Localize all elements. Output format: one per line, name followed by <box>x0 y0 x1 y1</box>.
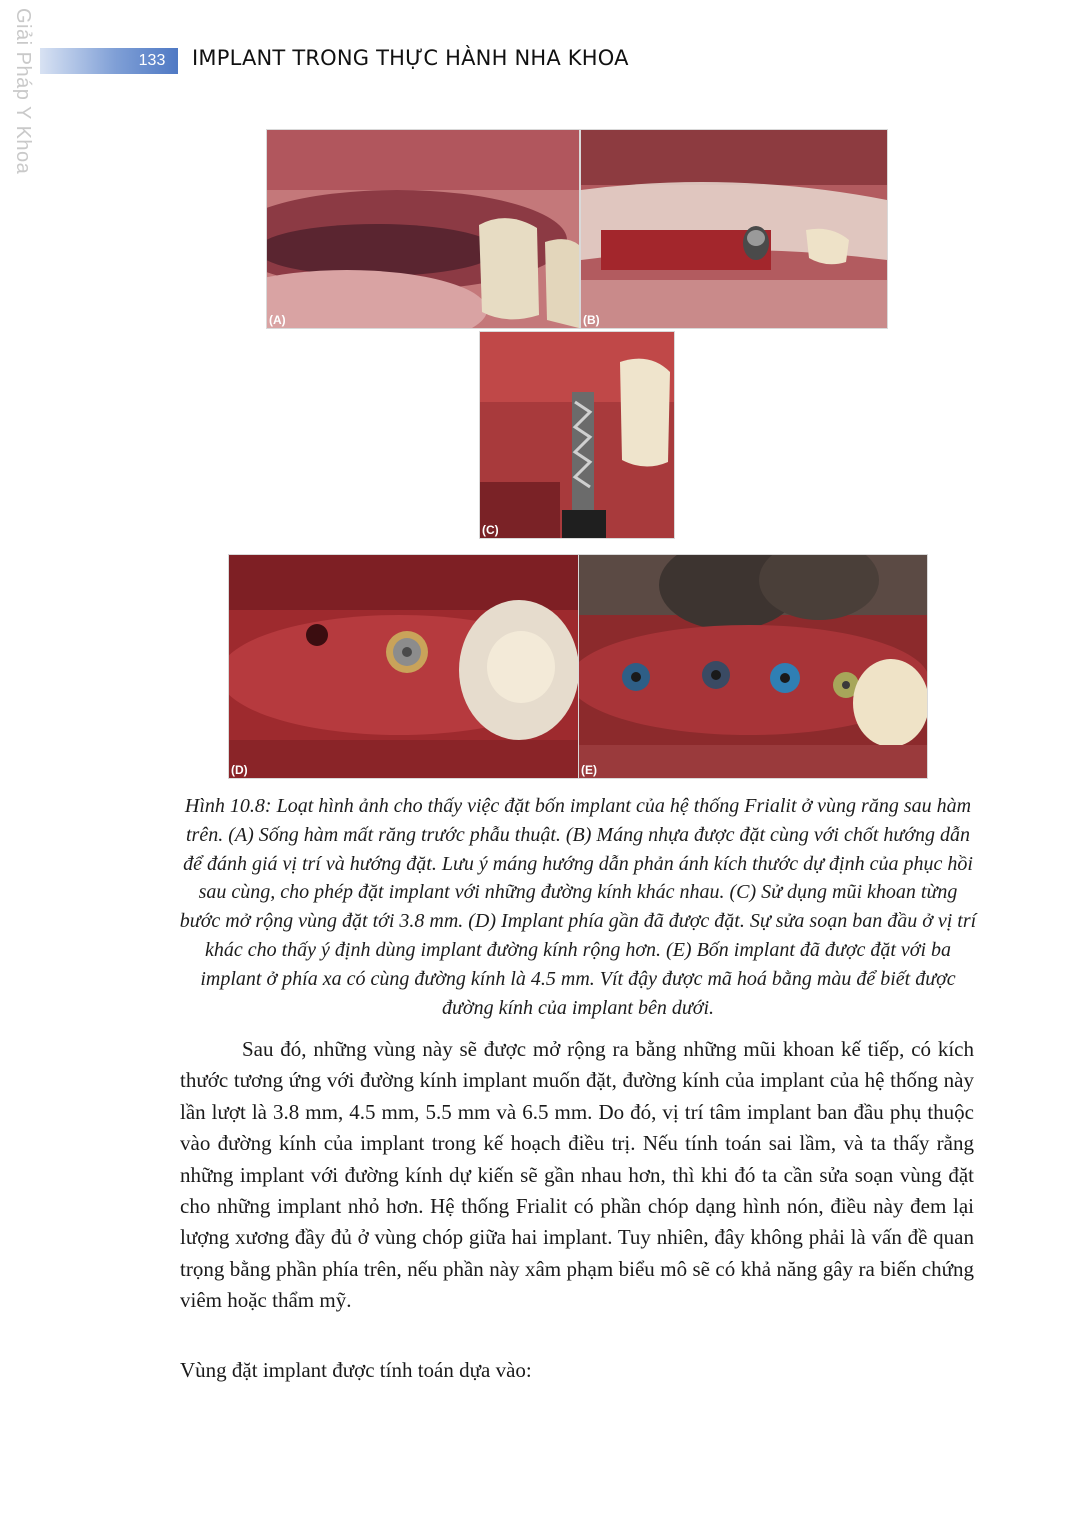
figure-panel-c-photo <box>479 331 675 539</box>
closing-line: Vùng đặt implant được tính toán dựa vào: <box>180 1358 532 1382</box>
panel-b-label: (B) <box>583 313 600 327</box>
panel-d-label: (D) <box>231 763 248 777</box>
figure-panel-e-photo <box>578 554 928 779</box>
panel-c-label: (C) <box>482 523 499 537</box>
panel-e-label: (E) <box>581 763 597 777</box>
side-watermark: Giải Pháp Y Khoa <box>12 8 34 175</box>
figure-panel-a-photo <box>266 129 580 329</box>
body-paragraph-container <box>180 1034 974 1317</box>
figure-caption: Hình 10.8: Loạt hình ảnh cho thấy việc đặt bốn implant của hệ thống Frialit ở vùng răng sau hàm trên. (A) Sống hàm mất răng trước phẫu thuật. (B) Máng nhựa được đặt cùng với chốt hướng dẫn để đánh giá vị trí và hướng đặt. Lưu ý máng hướng dẫn phản ánh kích thước dự định của phục hồi sau cùng, cho phép đặt implant với những đường kính khác nhau. (C) Sử dụng mũi khoan từng bước mở rộng vùng đặt tới 3.8 mm. (D) Implant phía gần đã được đặt. Sự sửa soạn ban đầu ở vị trí khác cho thấy ý định dùng implant đường kính rộng hơn. (E) Bốn implant đã được đặt với ba implant ở phía xa có cùng đường kính là 4.5 mm. Vít đậy được mã hoá bằng màu để biết được đường kính của implant bên dưới. <box>179 795 977 1019</box>
panel-a-label: (A) <box>269 313 286 327</box>
running-header-title: IMPLANT TRONG THỰC HÀNH NHA KHOA <box>192 46 629 70</box>
figure-panel-d-photo <box>228 554 579 779</box>
body-paragraph: Sau đó, những vùng này sẽ được mở rộng ra bằng những mũi khoan kế tiếp, có kích thước tương ứng với đường kính implant muốn đặt, đường kính của implant của hệ thống này lần lượt là 3.8 mm, 4.5 mm, 5.5 mm và 6.5 mm. Do đó, vị trí tâm implant ban đầu phụ thuộc vào đường kính của implant trong kế hoạch điều trị. Nếu tính toán sai lầm, và ta thấy rằng những implant với đường kính dự kiến sẽ gần nhau hơn, thì khi đó ta cần sửa soạn vùng đặt cho những implant nhỏ hơn. Hệ thống Frialit có phần chóp dạng hình nón, điều này đem lại lượng xương đầy đủ ở vùng chóp giữa hai implant. Tuy nhiên, đây không phải là vấn đề quan trọng bằng phần phía trên, nếu phần này xâm phạm biểu mô sẽ có khả năng gây ra biến chứng viêm hoặc thẩm mỹ. <box>180 1037 974 1313</box>
page-number: 133 <box>138 52 166 69</box>
figure-panel-b-photo <box>580 129 888 329</box>
